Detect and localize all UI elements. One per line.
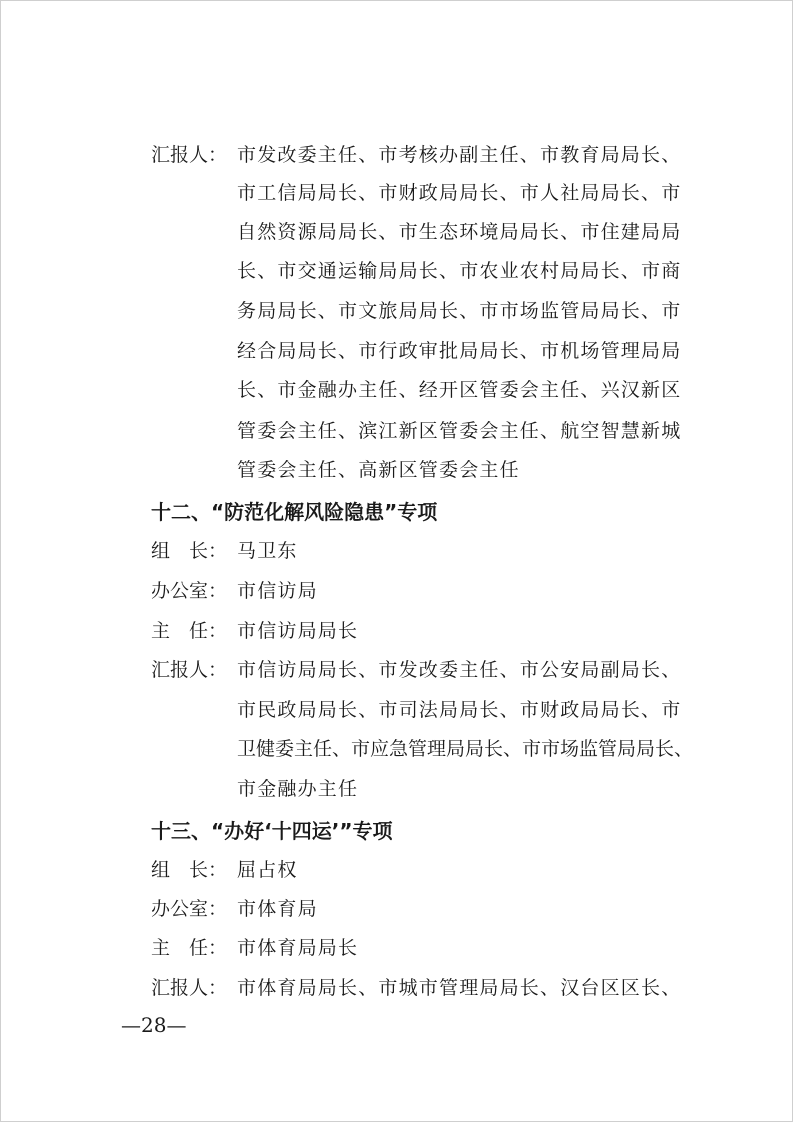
section-heading: 十三、“办好‘十四运’”专项 bbox=[151, 819, 393, 843]
reporter-line: 市金融办主任 bbox=[237, 778, 359, 800]
office-name: 市体育局 bbox=[237, 898, 318, 920]
reporter-line: 市民政局局长、市司法局局长、市财政局局长、市 bbox=[237, 699, 682, 721]
reporter-line: 务局局长、市文旅局局长、市市场监管局局长、市 bbox=[237, 300, 682, 322]
reporter-label: 汇报人： bbox=[151, 659, 228, 681]
director-name: 市信访局局长 bbox=[237, 620, 359, 642]
reporter-line: 自然资源局局长、市生态环境局局长、市住建局局 bbox=[237, 221, 682, 243]
leader-label: 组 长： bbox=[151, 859, 228, 881]
reporter-line: 市信访局局长、市发改委主任、市公安局副局长、 bbox=[237, 659, 682, 681]
reporter-line: 市工信局局长、市财政局局长、市人社局局长、市 bbox=[237, 182, 682, 204]
director-label: 主 任： bbox=[151, 937, 228, 959]
reporter-line: 市体育局局长、市城市管理局局长、汉台区区长、 bbox=[237, 977, 682, 999]
reporter-line: 管委会主任、滨江新区管委会主任、航空智慧新城 bbox=[237, 420, 682, 442]
reporter-line: 长、市交通运输局局长、市农业农村局局长、市商 bbox=[237, 260, 682, 282]
reporter-line: 市发改委主任、市考核办副主任、市教育局局长、 bbox=[237, 144, 682, 166]
leader-label: 组 长： bbox=[151, 540, 228, 562]
reporter-label: 汇报人： bbox=[151, 144, 228, 166]
director-label: 主 任： bbox=[151, 620, 228, 642]
office-label: 办公室： bbox=[151, 580, 228, 602]
office-label: 办公室： bbox=[151, 898, 228, 920]
reporter-line: 经合局局长、市行政审批局局长、市机场管理局局 bbox=[237, 340, 682, 362]
page-number: —28— bbox=[121, 1013, 187, 1037]
reporter-label: 汇报人： bbox=[151, 977, 228, 999]
reporter-line: 长、市金融办主任、经开区管委会主任、兴汉新区 bbox=[237, 379, 682, 401]
section-heading: 十二、“防范化解风险隐患”专项 bbox=[151, 500, 438, 524]
leader-name: 屈占权 bbox=[237, 859, 298, 881]
leader-name: 马卫东 bbox=[237, 540, 298, 562]
reporter-line: 卫健委主任、市应急管理局局长、市市场监管局局长、 bbox=[237, 738, 694, 760]
office-name: 市信访局 bbox=[237, 580, 318, 602]
reporter-line: 管委会主任、高新区管委会主任 bbox=[237, 459, 520, 481]
director-name: 市体育局局长 bbox=[237, 937, 359, 959]
